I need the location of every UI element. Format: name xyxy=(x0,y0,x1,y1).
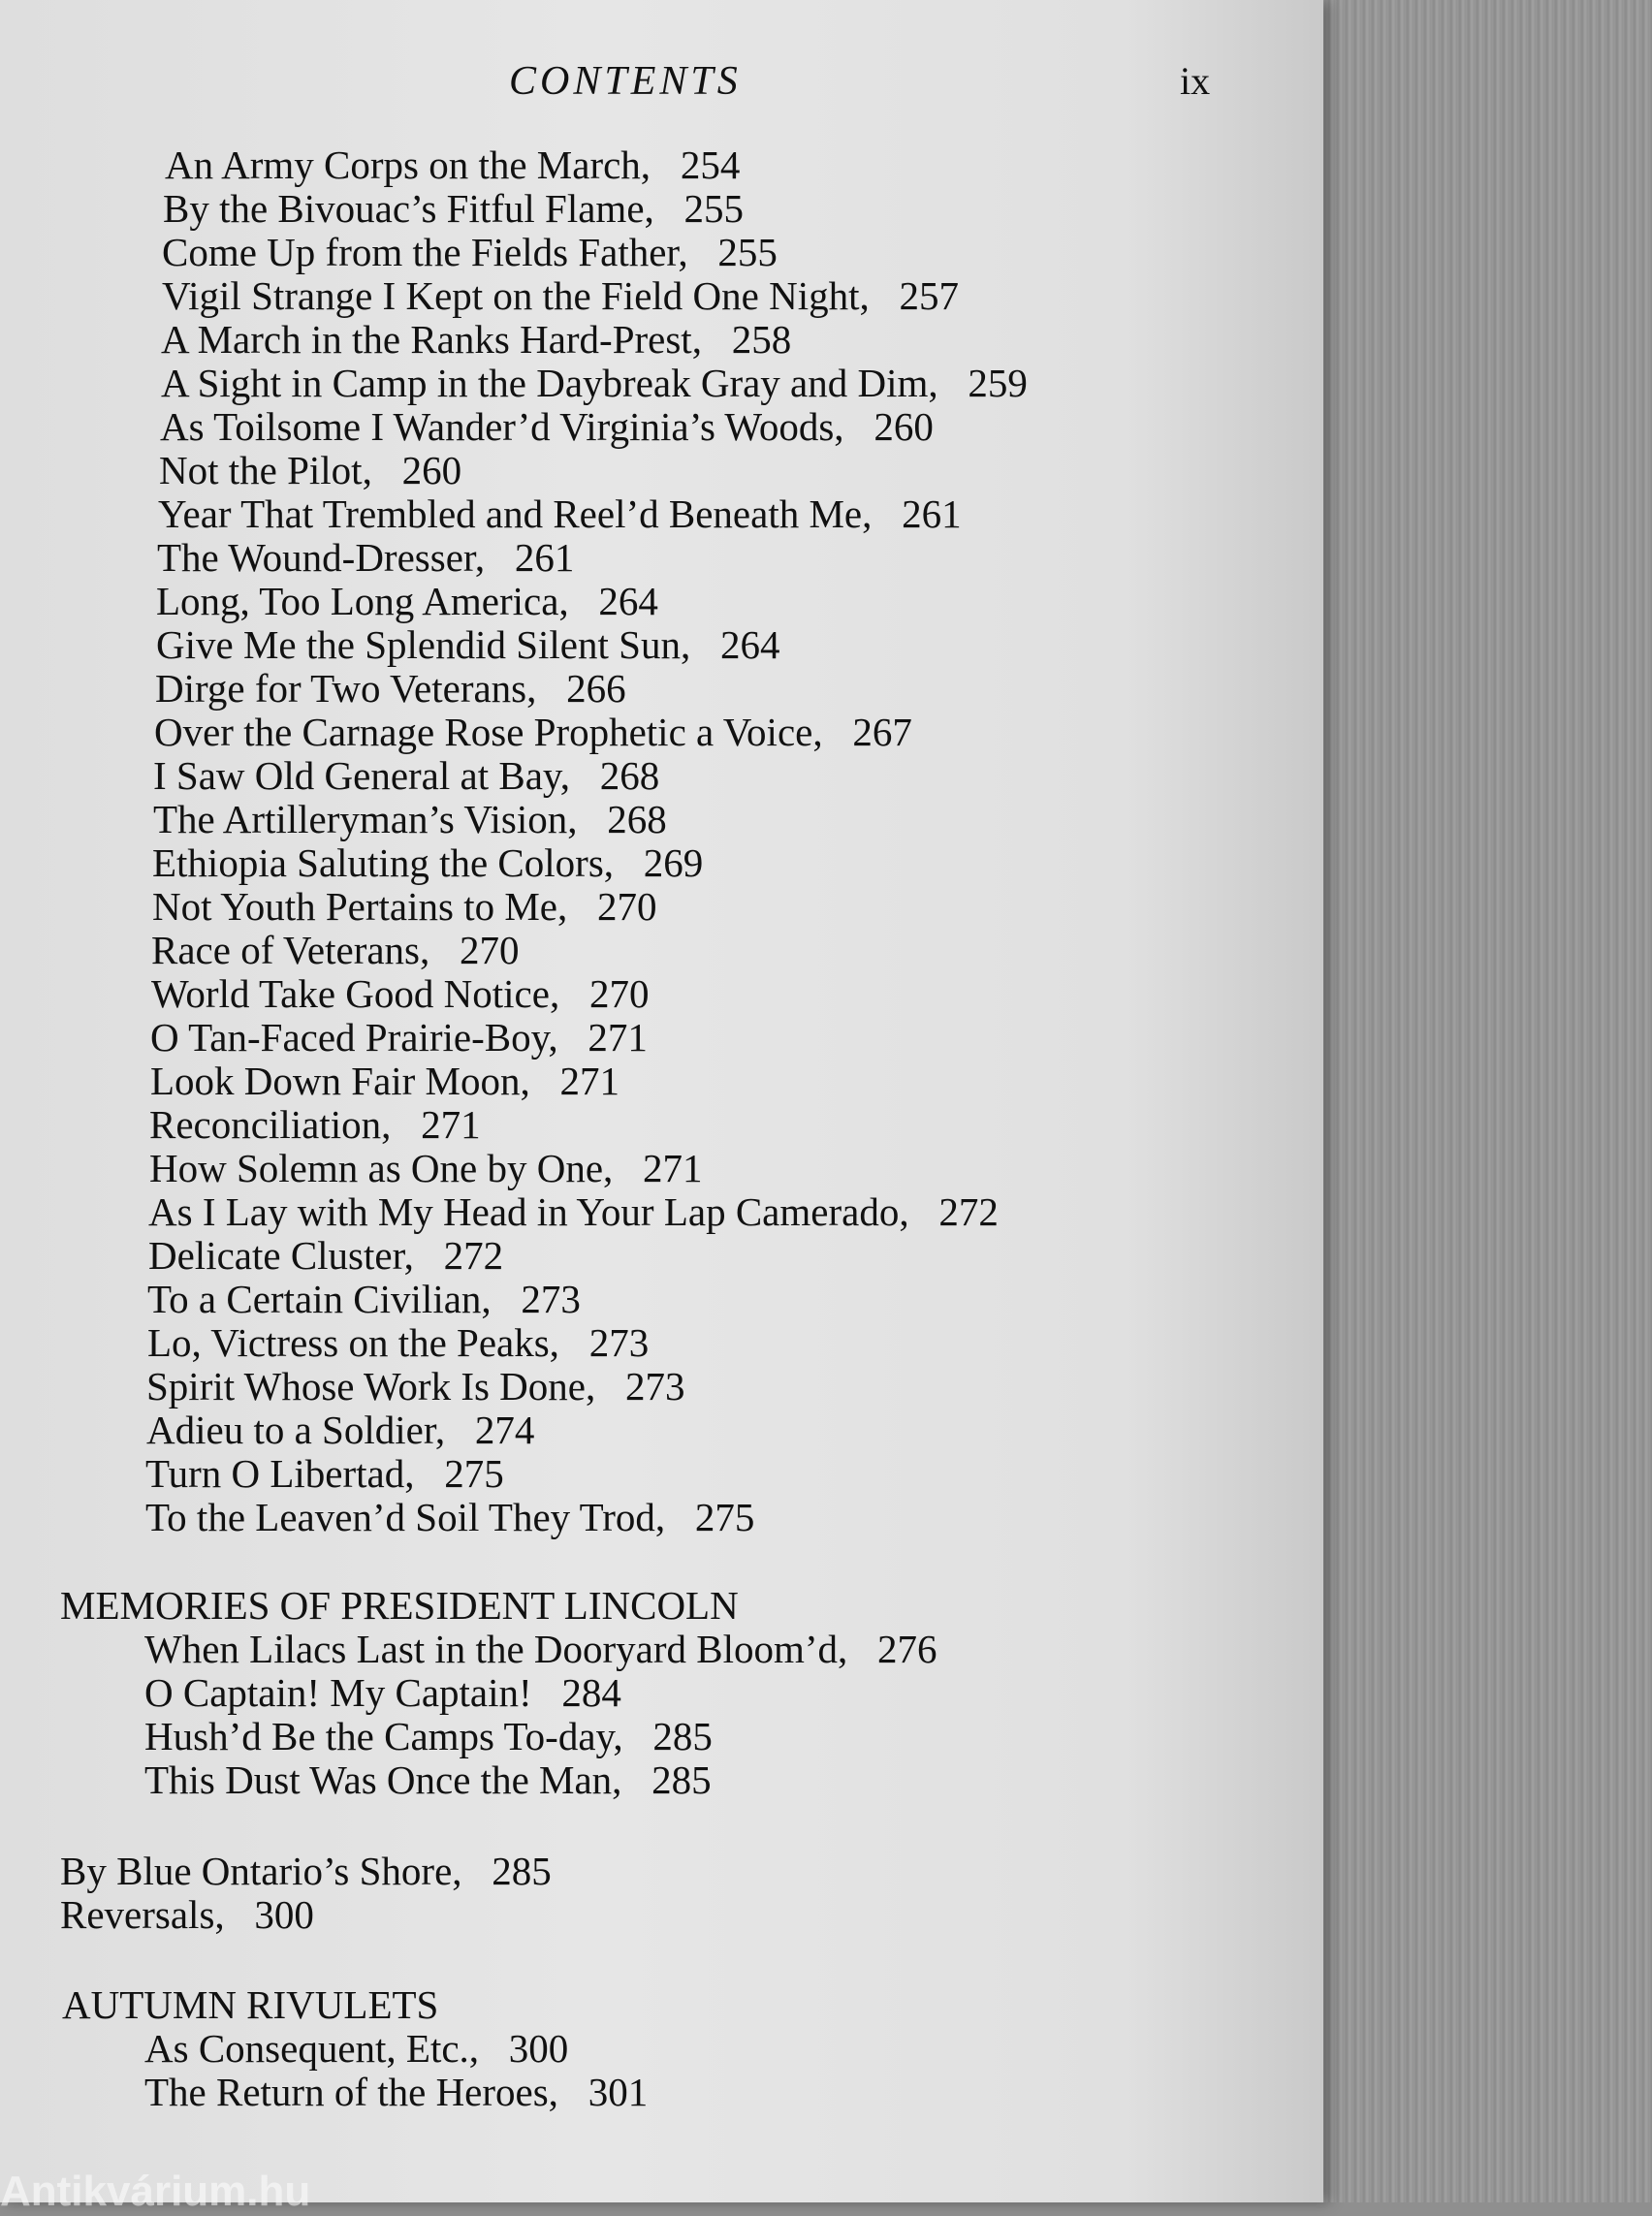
watermark: Antikvárium.hu xyxy=(0,2168,311,2215)
running-head: CONTENTS xyxy=(509,59,742,104)
toc-entry: The Return of the Heroes, 301 xyxy=(144,2070,649,2114)
toc-entry: An Army Corps on the March, 254 xyxy=(165,142,741,187)
toc-entry: I Saw Old General at Bay, 268 xyxy=(153,753,660,798)
toc-entry: Not the Pilot, 260 xyxy=(159,448,462,492)
page-number: ix xyxy=(1180,59,1211,103)
toc-entry: Not Youth Pertains to Me, 270 xyxy=(152,884,657,929)
section-heading: MEMORIES OF PRESIDENT LINCOLN xyxy=(60,1583,739,1628)
toc-entry: O Captain! My Captain! 284 xyxy=(144,1670,621,1715)
toc-entry: Delicate Cluster, 272 xyxy=(148,1233,504,1278)
toc-entry: The Wound-Dresser, 261 xyxy=(157,535,575,580)
toc-entry: When Lilacs Last in the Dooryard Bloom’d, 276 xyxy=(144,1627,937,1671)
facing-page-background xyxy=(1309,0,1652,2202)
toc-entry: As Toilsome I Wander’d Virginia’s Woods, 260 xyxy=(160,404,934,449)
toc-entry: Spirit Whose Work Is Done, 273 xyxy=(146,1364,685,1409)
toc-entry: By Blue Ontario’s Shore, 285 xyxy=(60,1849,552,1893)
toc-entry: Over the Carnage Rose Prophetic a Voice, 267 xyxy=(154,710,912,754)
toc-entry: Dirge for Two Veterans, 266 xyxy=(155,666,626,711)
toc-entry: The Artilleryman’s Vision, 268 xyxy=(153,797,667,841)
toc-entry: By the Bivouac’s Fitful Flame, 255 xyxy=(163,186,745,231)
toc-entry: Come Up from the Fields Father, 255 xyxy=(162,230,778,274)
toc-entry: Look Down Fair Moon, 271 xyxy=(150,1059,620,1103)
toc-entry: Turn O Libertad, 275 xyxy=(145,1451,504,1496)
toc-entry: A March in the Ranks Hard-Prest, 258 xyxy=(161,317,792,362)
toc-entry: Give Me the Splendid Silent Sun, 264 xyxy=(156,622,780,667)
section-heading: AUTUMN RIVULETS xyxy=(62,1982,439,2027)
toc-entry: Vigil Strange I Kept on the Field One Night, 257 xyxy=(162,273,959,318)
toc-entry: Reversals, 300 xyxy=(60,1892,314,1937)
toc-entry: Ethiopia Saluting the Colors, 269 xyxy=(152,840,704,885)
toc-entry: As I Lay with My Head in Your Lap Camerado, 272 xyxy=(148,1189,999,1234)
toc-entry: How Solemn as One by One, 271 xyxy=(149,1146,703,1190)
toc-entry: Hush’d Be the Camps To-day, 285 xyxy=(144,1714,713,1758)
toc-entry: World Take Good Notice, 270 xyxy=(151,971,650,1016)
toc-entry: Year That Trembled and Reel’d Beneath Me, 261 xyxy=(158,491,962,536)
toc-entry: Long, Too Long America, 264 xyxy=(156,579,658,623)
toc-entry: To a Certain Civilian, 273 xyxy=(147,1277,581,1321)
toc-entry: A Sight in Camp in the Daybreak Gray and Dim, 259 xyxy=(161,361,1028,405)
toc-entry: Race of Veterans, 270 xyxy=(151,928,520,972)
toc-entry: This Dust Was Once the Man, 285 xyxy=(144,1757,712,1802)
toc-entry: As Consequent, Etc., 300 xyxy=(144,2026,569,2071)
toc-entry: O Tan-Faced Prairie-Boy, 271 xyxy=(150,1015,648,1060)
toc-entry: Adieu to a Soldier, 274 xyxy=(146,1408,535,1452)
toc-entry: Reconciliation, 271 xyxy=(149,1102,481,1147)
toc-entry: To the Leaven’d Soil They Trod, 275 xyxy=(145,1495,755,1539)
toc-entry: Lo, Victress on the Peaks, 273 xyxy=(147,1320,650,1365)
